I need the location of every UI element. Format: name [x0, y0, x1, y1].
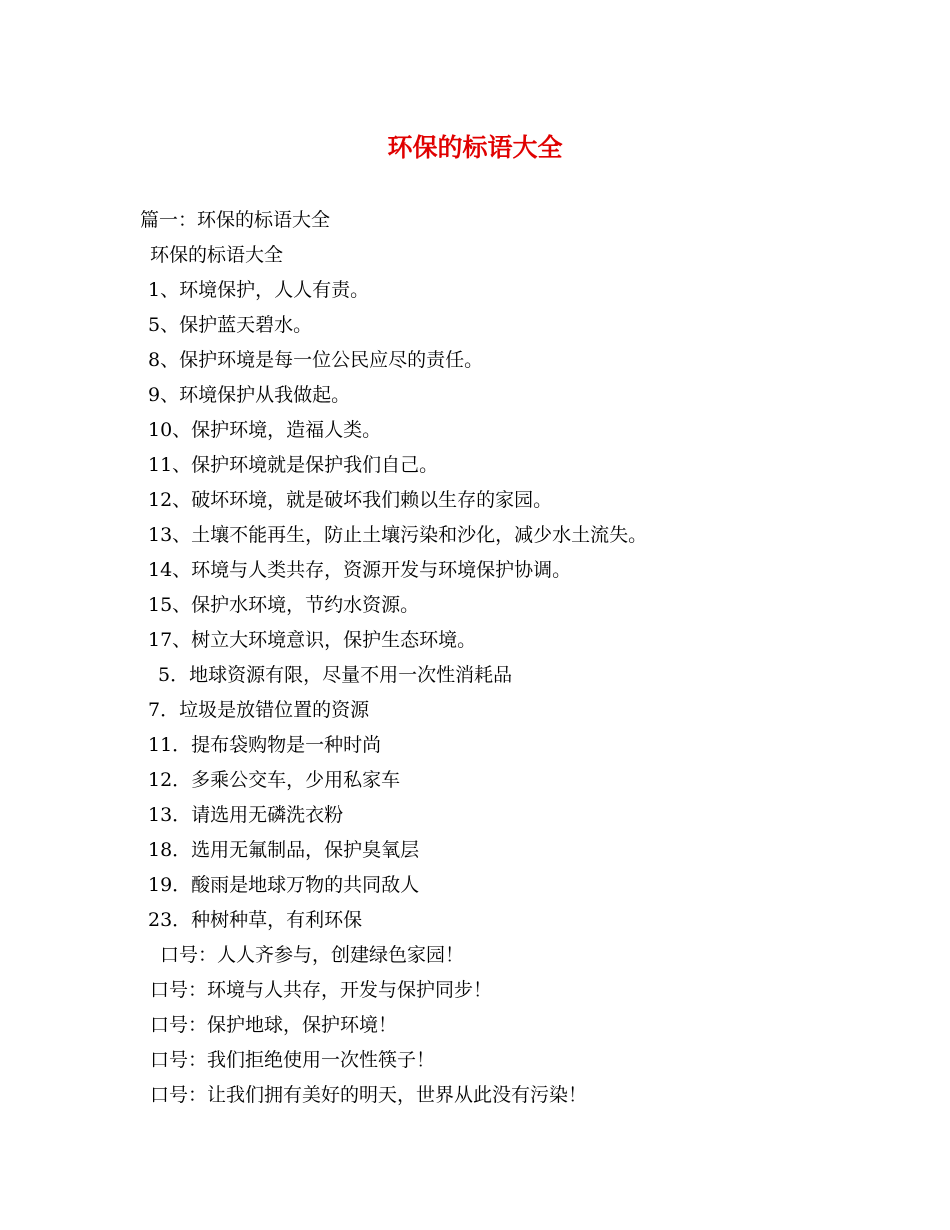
slogan-line: 11、保护环境就是保护我们自己。	[148, 454, 439, 476]
slogan-line: 5、保护蓝天碧水。	[148, 314, 313, 336]
slogan-list	[140, 203, 920, 1113]
slogan-line: 口号：人人齐参与，创建绿色家园！	[160, 944, 465, 966]
slogan-line: 口号：让我们拥有美好的明天，世界从此没有污染！	[150, 1084, 588, 1106]
slogan-line: 10、保护环境，造福人类。	[148, 419, 382, 441]
slogan-line: 19．酸雨是地球万物的共同敌人	[148, 874, 420, 896]
slogan-line: 15、保护水环境，节约水资源。	[148, 594, 420, 616]
document-title: 环保的标语大全	[387, 133, 563, 162]
slogan-line: 23．种树种草，有利环保	[148, 909, 363, 931]
slogan-line: 8、保护环境是每一位公民应尽的责任。	[148, 349, 484, 371]
slogan-line: 口号：保护地球，保护环境！	[150, 1014, 398, 1036]
slogan-line: 17、树立大环境意识，保护生态环境。	[148, 629, 477, 651]
slogan-line: 5．地球资源有限，尽量不用一次性消耗品	[158, 664, 513, 686]
slogan-line: 1、环境保护，人人有责。	[148, 279, 370, 301]
section-heading: 篇一：环保的标语大全	[140, 209, 331, 231]
slogan-line: 口号：环境与人共存，开发与保护同步！	[150, 979, 493, 1001]
slogan-line: 13、土壤不能再生，防止土壤污染和沙化，减少水土流失。	[148, 524, 648, 546]
slogan-line: 11．提布袋购物是一种时尚	[148, 734, 382, 756]
slogan-line: 环保的标语大全	[150, 244, 284, 266]
slogan-line: 18．选用无氟制品，保护臭氧层	[148, 839, 420, 861]
slogan-line: 9、环境保护从我做起。	[148, 384, 351, 406]
slogan-line: 12、破坏环境，就是破坏我们赖以生存的家园。	[148, 489, 553, 511]
slogan-line: 12．多乘公交车，少用私家车	[148, 769, 401, 791]
slogan-line: 13．请选用无磷洗衣粉	[148, 804, 344, 826]
slogan-line: 口号：我们拒绝使用一次性筷子！	[150, 1049, 436, 1071]
slogan-line: 14、环境与人类共存，资源开发与环境保护协调。	[148, 559, 572, 581]
slogan-line: 7．垃圾是放错位置的资源	[148, 699, 370, 721]
